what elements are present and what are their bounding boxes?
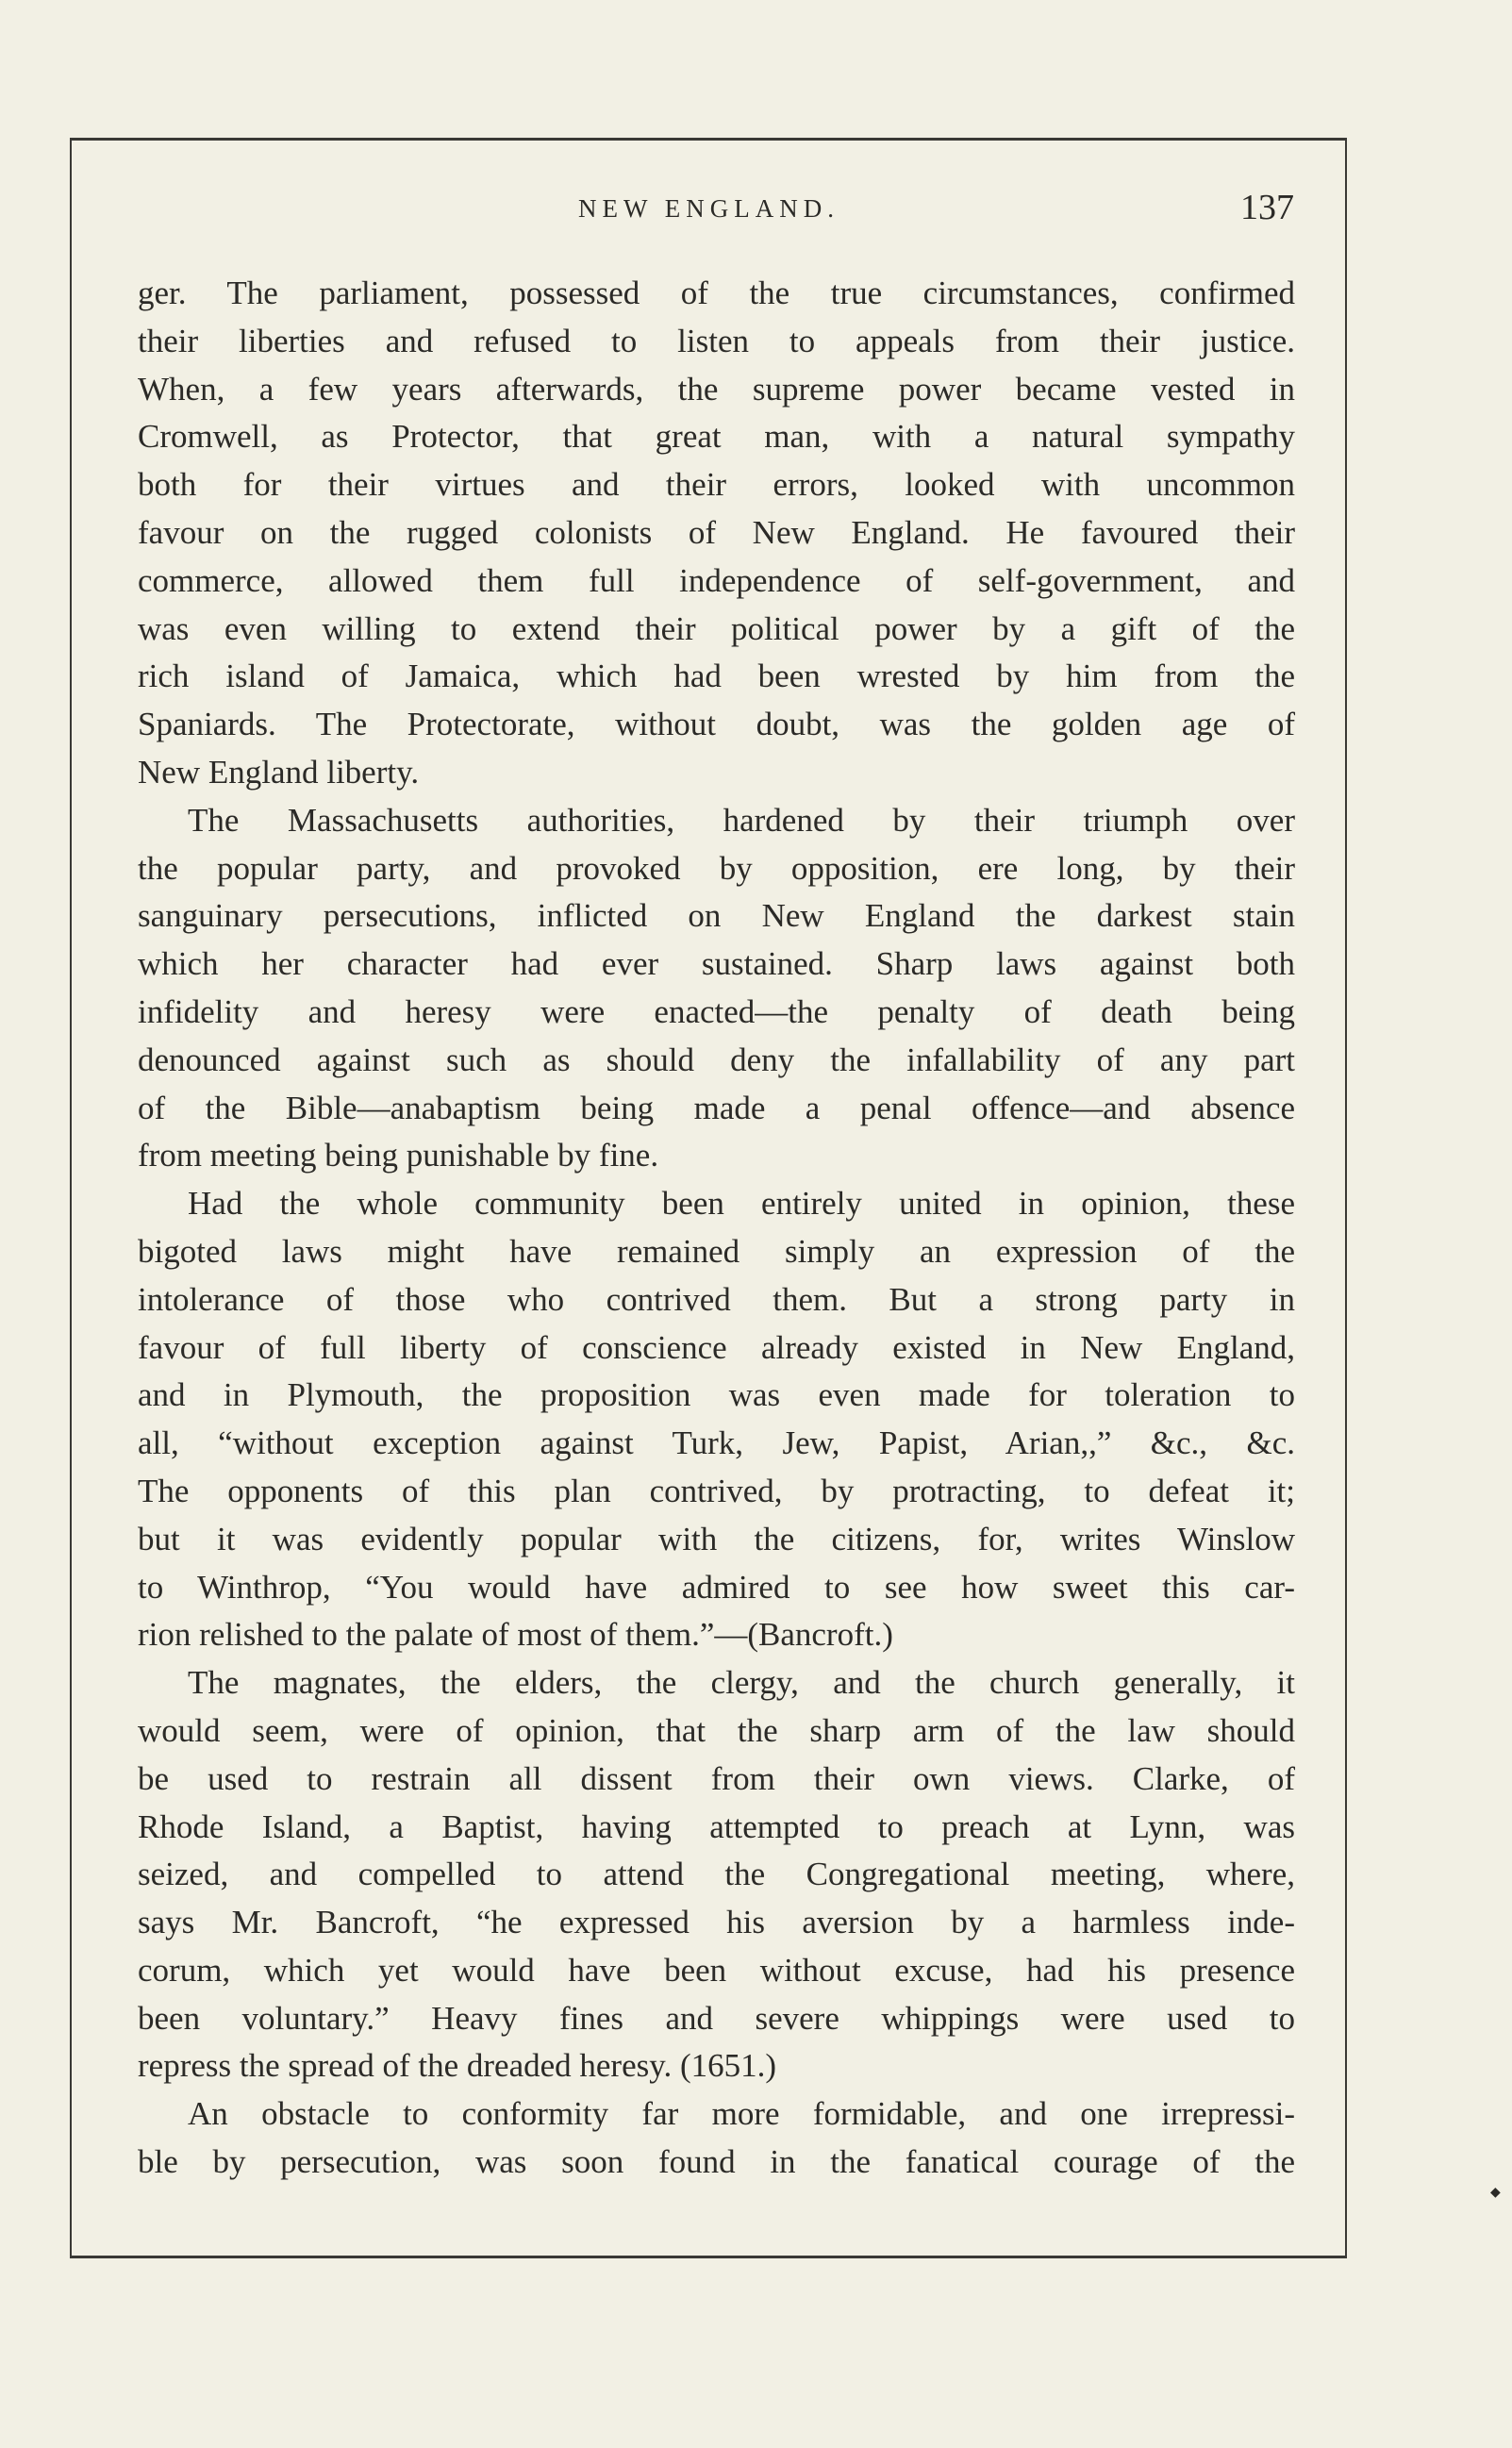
text-line: from meeting being punishable by fine. <box>138 1137 659 1174</box>
text-line: Cromwell, as Protector, that great man, with a natural sympathy <box>138 418 1295 456</box>
text-line: corum, which yet would have been without excuse, had his presence <box>138 1951 1295 1989</box>
text-line: denounced against such as should deny the infallability of any part <box>138 1041 1295 1078</box>
text-line: An obstacle to conformity far more formidable, and one irrepressi- <box>188 2095 1295 2133</box>
text-line: was even willing to extend their political power by a gift of the <box>138 609 1295 647</box>
text-line: sanguinary persecutions, inflicted on New England the darkest stain <box>138 897 1295 935</box>
text-line: commerce, allowed them full independence of self-government, and <box>138 561 1295 599</box>
text-line: repress the spread of the dreaded heresy. (1651.) <box>138 2047 777 2085</box>
text-line: ble by persecution, was soon found in the fanatical courage of the <box>138 2143 1295 2181</box>
text-line: favour of full liberty of conscience already existed in New England, <box>138 1328 1295 1366</box>
text-line: The opponents of this plan contrived, by protracting, to defeat it; <box>138 1472 1295 1509</box>
text-line: says Mr. Bancroft, “he expressed his aversion by a harmless inde- <box>138 1904 1295 1941</box>
margin-mark: ◆ <box>1490 2186 1501 2200</box>
text-line: of the Bible—anabaptism being made a penal offence—and absence <box>138 1089 1295 1126</box>
page-number: 137 <box>1240 188 1294 227</box>
text-line: bigoted laws might have remained simply an expression of the <box>138 1232 1295 1270</box>
text-line: to Winthrop, “You would have admired to see how sweet this car- <box>138 1568 1295 1606</box>
text-line: Spaniards. The Protectorate, without doubt, was the golden age of <box>138 706 1295 743</box>
text-line: infidelity and heresy were enacted—the penalty of death being <box>138 992 1295 1030</box>
text-line: the popular party, and provoked by opposition, ere long, by their <box>138 849 1295 887</box>
text-line: their liberties and refused to listen to appeals from their justice. <box>138 322 1295 359</box>
text-line: rion relished to the palate of most of them.”—(Bancroft.) <box>138 1616 893 1654</box>
text-line: Had the whole community been entirely united in opinion, these <box>188 1185 1295 1223</box>
text-line: The Massachusetts authorities, hardened by their triumph over <box>188 801 1295 839</box>
running-title: NEW ENGLAND. <box>578 194 839 223</box>
text-line: but it was evidently popular with the citizens, for, writes Winslow <box>138 1520 1295 1557</box>
text-line: would seem, were of opinion, that the sharp arm of the law should <box>138 1711 1295 1749</box>
text-line: and in Plymouth, the proposition was even made for toleration to <box>138 1376 1295 1414</box>
text-line: all, “without exception against Turk, Jew, Papist, Arian,,” &c., &c. <box>138 1424 1295 1462</box>
text-line: New England liberty. <box>138 753 420 791</box>
text-line: favour on the rugged colonists of New England. He favoured their <box>138 513 1295 551</box>
text-line: The magnates, the elders, the clergy, and the church generally, it <box>188 1664 1295 1702</box>
text-line: been voluntary.” Heavy fines and severe whippings were used to <box>138 1999 1295 2037</box>
text-line: Rhode Island, a Baptist, having attempted to preach at Lynn, was <box>138 1807 1295 1845</box>
text-line: ger. The parliament, possessed of the true circumstances, confirmed <box>138 275 1295 311</box>
text-line: When, a few years afterwards, the supreme power became vested in <box>138 370 1295 408</box>
text-line: seized, and compelled to attend the Congregational meeting, where, <box>138 1856 1295 1893</box>
body-text <box>138 270 1295 2187</box>
text-line: rich island of Jamaica, which had been wrested by him from the <box>138 658 1295 695</box>
text-line: intolerance of those who contrived them. But a strong party in <box>138 1280 1295 1318</box>
text-line: both for their virtues and their errors, looked with uncommon <box>138 466 1295 504</box>
text-line: which her character had ever sustained. Sharp laws against both <box>138 945 1295 983</box>
text-line: be used to restrain all dissent from their own views. Clarke, of <box>138 1759 1295 1797</box>
